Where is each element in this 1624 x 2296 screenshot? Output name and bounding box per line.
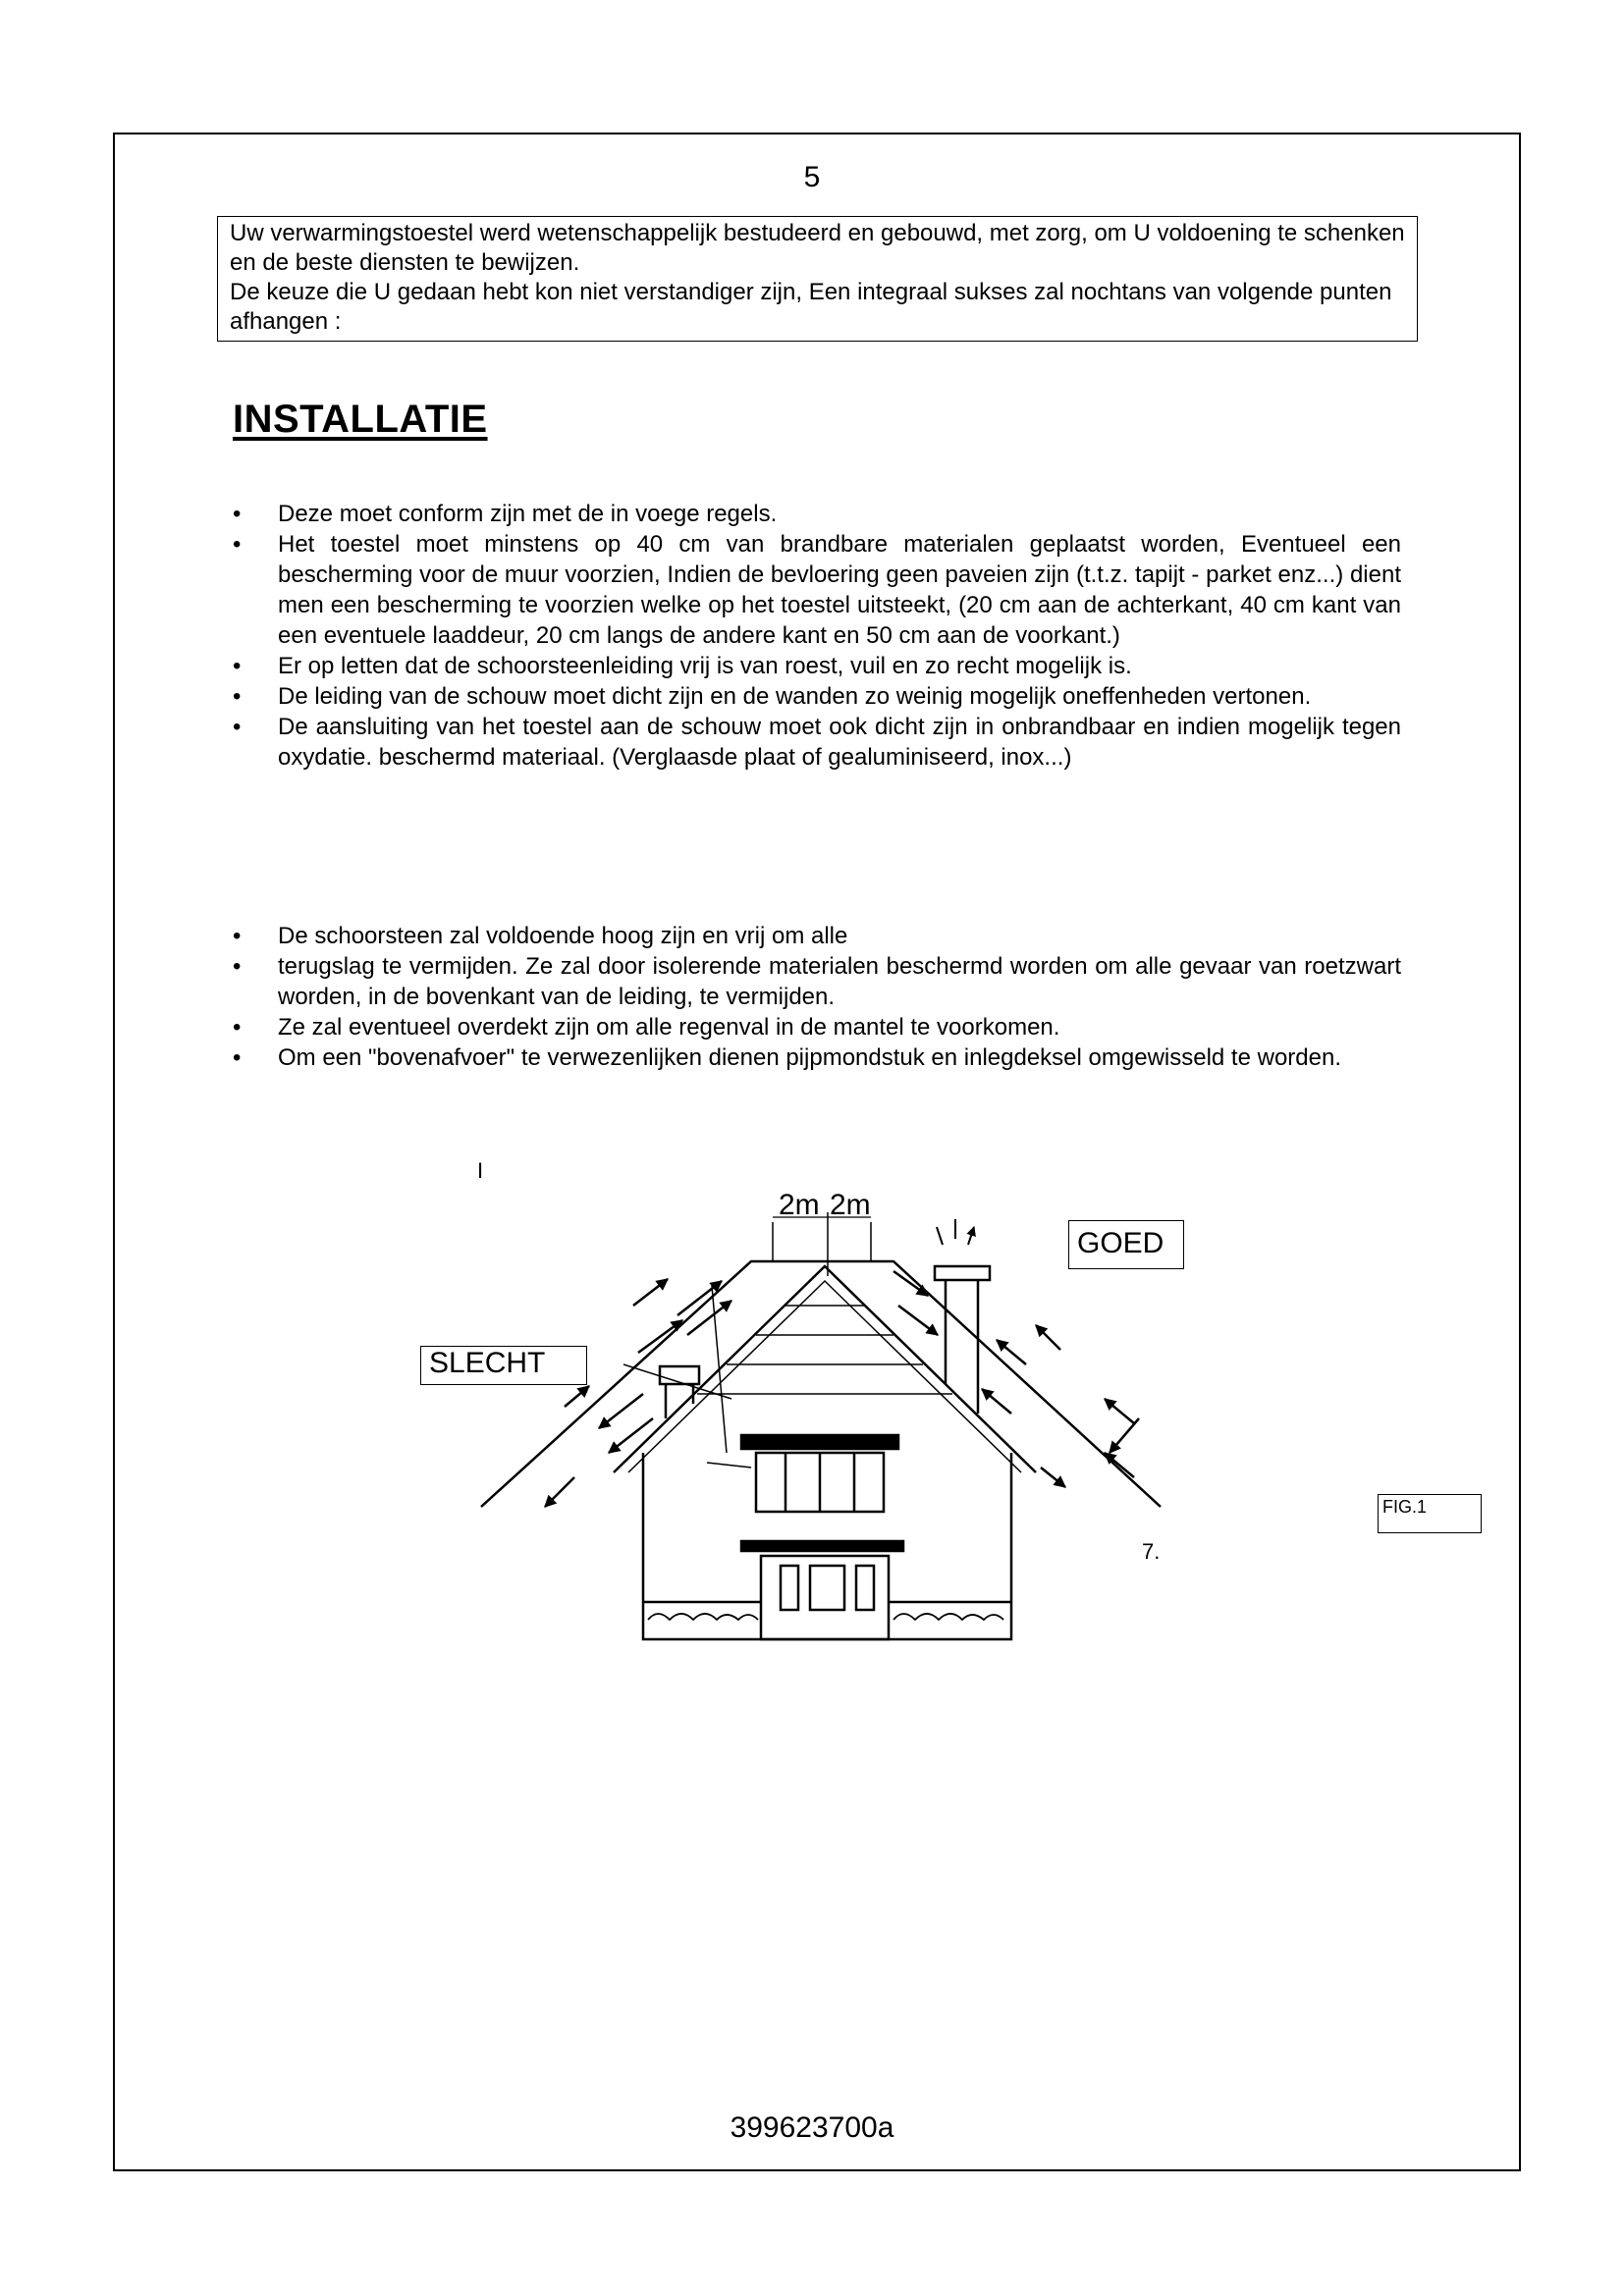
list-item: • Om een "bovenafvoer" te verwezenlijken dienen pijpmondstuk en inlegdeksel omgewisseld te worden. [233,1044,1341,1071]
bullet-icon: • [233,683,242,710]
label-good: GOED [1068,1220,1184,1269]
intro-box [217,216,1418,342]
list-item: • Ze zal eventueel overdekt zijn om alle regenval in de mantel te voorkomen. [233,1014,1060,1041]
bullet-icon: • [233,953,242,980]
figure-mark-right: 7. [1142,1539,1161,1564]
figure-mark-left: I [477,1158,484,1183]
dimension-label-left: 2m [779,1189,820,1221]
list-item: • Er op letten dat de schoorsteenleiding vrij is van roest, vuil en zo recht mogelijk is. [233,653,1132,679]
page-number: 5 [803,161,821,193]
bullet-icon: • [233,531,242,558]
list-item: • Deze moet conform zijn met de in voege regels. [233,501,778,527]
list-item: • De schoorsteen zal voldoende hoog zijn en vrij om alle [233,923,848,949]
bullet-icon: • [233,1014,242,1041]
intro-line-2: De keuze die U gedaan hebt kon niet verstandiger zijn, Een integraal sukses zal nochtans van volgende punten afhangen : [230,279,1392,335]
section-heading: INSTALLATIE [233,398,488,441]
document-code: 399623700a [730,2111,894,2144]
list-item: • De leiding van de schouw moet dicht zijn en de wanden zo weinig mogelijk oneffenheden vertonen. [233,683,1312,710]
bullet-list-b [233,921,1401,1073]
list-item: • terugslag te vermijden. Ze zal door isolerende materialen beschermd worden om alle gevaar van roetzwart worden, in de bovenkant van de leiding, te vermijden. [233,953,1401,1010]
list-item: • De aansluiting van het toestel aan de schouw moet ook dicht zijn in onbrandbaar en indien mogelijk tegen oxydatie. beschermd materiaal. (Verglaasde plaat of gealuminiseerd, inox...) [233,714,1401,771]
figure-label: FIG.1 [1378,1494,1482,1533]
bullet-icon: • [233,501,242,527]
bullet-icon: • [233,923,242,949]
label-bad: SLECHT [420,1346,587,1385]
bullet-icon: • [233,653,242,679]
list-item: • Het toestel moet minstens op 40 cm van brandbare materialen geplaatst worden, Eventueel een bescherming voor de muur voorzien, Indien de bevloering geen paveien zijn (t.t.z. tapijt - parket enz...) dient men een bescherming te voorzien welke op het toestel uitsteekt, (20 cm aan de achterkant, 40 cm kant van een eventuele laaddeur, 20 cm langs de andere kant en 50 cm aan de voorkant.) [233,531,1401,649]
dimension-label-right: 2m [830,1189,871,1221]
intro-line-1: Uw verwarmingstoestel werd wetenschappelijk bestudeerd en gebouwd, met zorg, om U voldoening te schenken en de beste diensten te bewijzen. [230,220,1405,276]
bullet-icon: • [233,1044,242,1071]
bullet-list-a [233,499,1401,773]
bullet-icon: • [233,714,242,740]
